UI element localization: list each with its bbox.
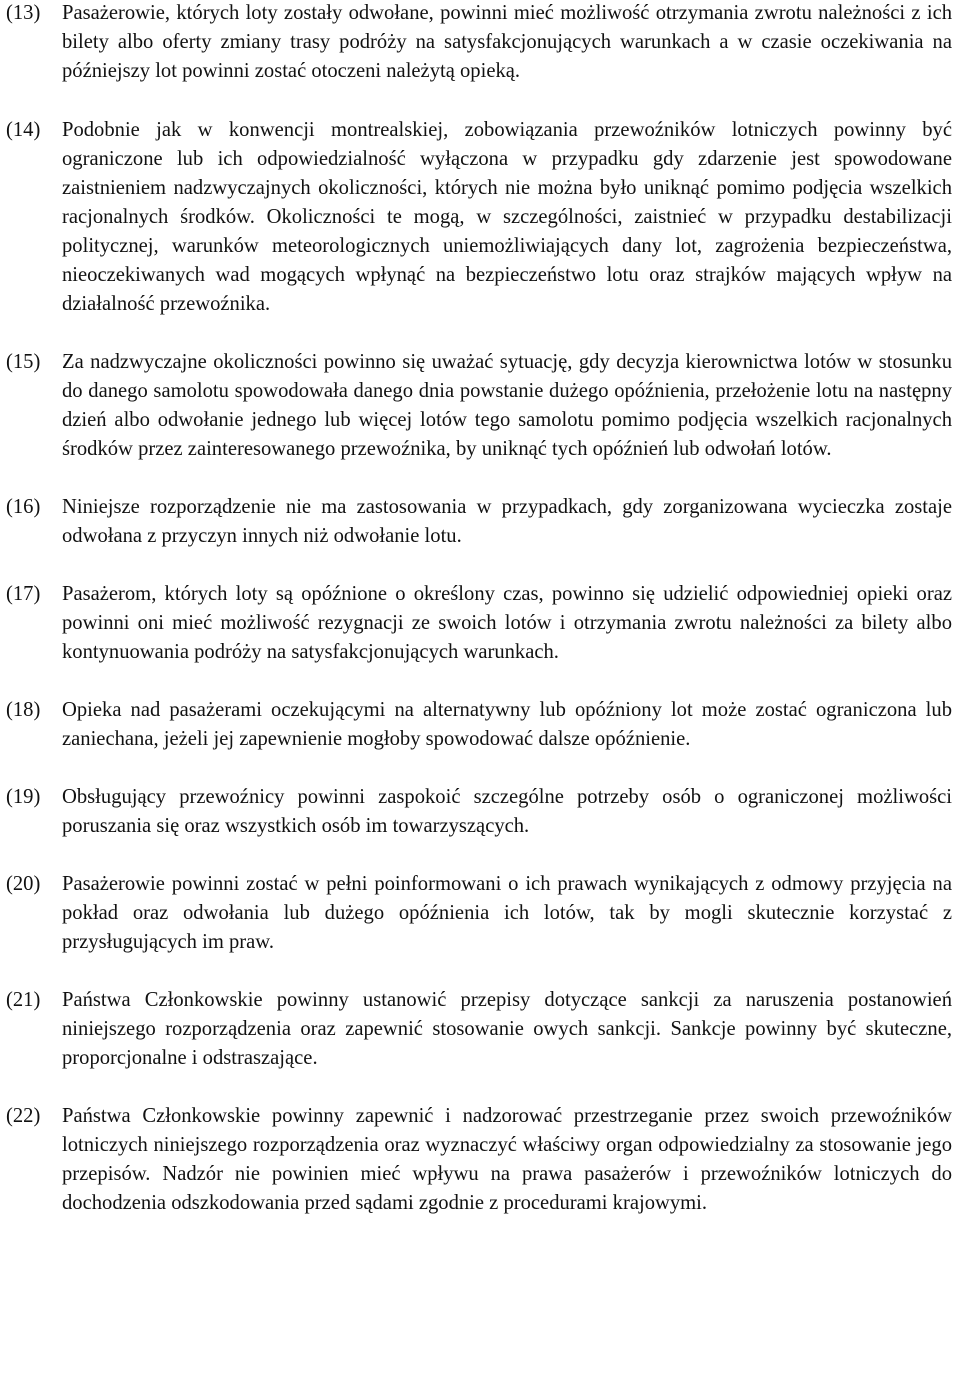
recital-text: Państwa Członkowskie powinny zapewnić i nadzorować przestrzeganie przez swoich przewoźników lotniczych niniejszego rozporządzenia oraz wyznaczyć właściwy organ odpowiedzialny za stosowanie jego przepisów. Nadzór nie powinien mieć wpływu na prawa pasażerów i przewoźników lotniczych do dochodzenia odszkodowania przed sądami zgodnie z procedurami krajowymi. — [62, 1105, 952, 1214]
recital-number: (15) — [6, 351, 41, 373]
recital-text: Państwa Członkowskie powinny ustanowić przepisy dotyczące sankcji za naruszenia postanowień niniejszego rozporządzenia oraz zapewnić stosowanie owych sankcji. Sankcje powinny być skuteczne, proporcjonalne i odstraszające. — [62, 989, 952, 1069]
recital-number: (20) — [6, 873, 41, 895]
recital-number: (21) — [6, 989, 41, 1011]
recital-20 — [6, 870, 952, 957]
recital-number: (22) — [6, 1105, 41, 1127]
recital-21 — [6, 986, 952, 1073]
recital-number: (16) — [6, 496, 41, 518]
recital-number: (13) — [6, 2, 41, 24]
recital-text: Pasażerom, których loty są opóźnione o określony czas, powinno się udzielić odpowiedniej opieki oraz powinni oni mieć możliwość rezygnacji ze swoich lotów i otrzymania zwrotu należności za bilety albo kontynuowania podróży na satysfakcjonujących warunkach. — [62, 583, 952, 663]
recital-text: Pasażerowie powinni zostać w pełni poinformowani o ich prawach wynikających z odmowy przyjęcia na pokład oraz odwołania lub dużego opóźnienia ich lotów, tak by mogli skutecznie korzystać z przysługujących im praw. — [62, 873, 952, 953]
recital-15 — [6, 348, 952, 464]
recital-text: Pasażerowie, których loty zostały odwołane, powinni mieć możliwość otrzymania zwrotu należności z ich bilety albo oferty zmiany trasy podróży na satysfakcjonujących warunkach a w czasie oczekiwania na późniejszy lot powinni zostać otoczeni należytą opieką. — [62, 2, 952, 82]
recital-number: (18) — [6, 699, 41, 721]
recital-18 — [6, 696, 952, 754]
recital-13 — [6, 0, 952, 86]
recital-22 — [6, 1102, 952, 1218]
recital-number: (14) — [6, 119, 41, 141]
recital-text: Za nadzwyczajne okoliczności powinno się uważać sytuację, gdy decyzja kierownictwa lotów w stosunku do danego samolotu spowodowała danego dnia powstanie dużego opóźnienia, przełożenie lotu na następny dzień albo odwołanie jednego lub więcej lotów tego samolotu pomimo podjęcia wszelkich racjonalnych środków przez zainteresowanego przewoźnika, by uniknąć tych opóźnień lub odwołań lotów. — [62, 351, 952, 460]
recital-16 — [6, 493, 952, 551]
recital-17 — [6, 580, 952, 667]
recital-text: Podobnie jak w konwencji montrealskiej, zobowiązania przewoźników lotniczych powinny być ograniczone lub ich odpowiedzialność wyłączona w przypadku gdy zdarzenie jest spowodowane zaistnieniem nadzwyczajnych okoliczności, których nie można było uniknąć pomimo podjęcia wszelkich racjonalnych środków. Okoliczności te mogą, w szczególności, zaistnieć w przypadku destabilizacji politycznej, warunków meteorologicznych uniemożliwiających dany lot, zagrożenia bezpieczeństwa, nieoczekiwanych wad mogących wpłynąć na bezpieczeństwo lotu oraz strajków mających wpływ na działalność przewoźnika. — [62, 119, 952, 315]
recital-number: (17) — [6, 583, 41, 605]
recital-19 — [6, 783, 952, 841]
recital-text: Niniejsze rozporządzenie nie ma zastosowania w przypadkach, gdy zorganizowana wycieczka zostaje odwołana z przyczyn innych niż odwołanie lotu. — [62, 496, 952, 547]
recital-text: Obsługujący przewoźnicy powinni zaspokoić szczególne potrzeby osób o ograniczonej możliwości poruszania się oraz wszystkich osób im towarzyszących. — [62, 786, 952, 837]
recital-text: Opieka nad pasażerami oczekującymi na alternatywny lub opóźniony lot może zostać ograniczona lub zaniechana, jeżeli jej zapewnienie mogłoby spowodować dalsze opóźnienie. — [62, 699, 952, 750]
recital-14 — [6, 116, 952, 319]
recital-number: (19) — [6, 786, 41, 808]
